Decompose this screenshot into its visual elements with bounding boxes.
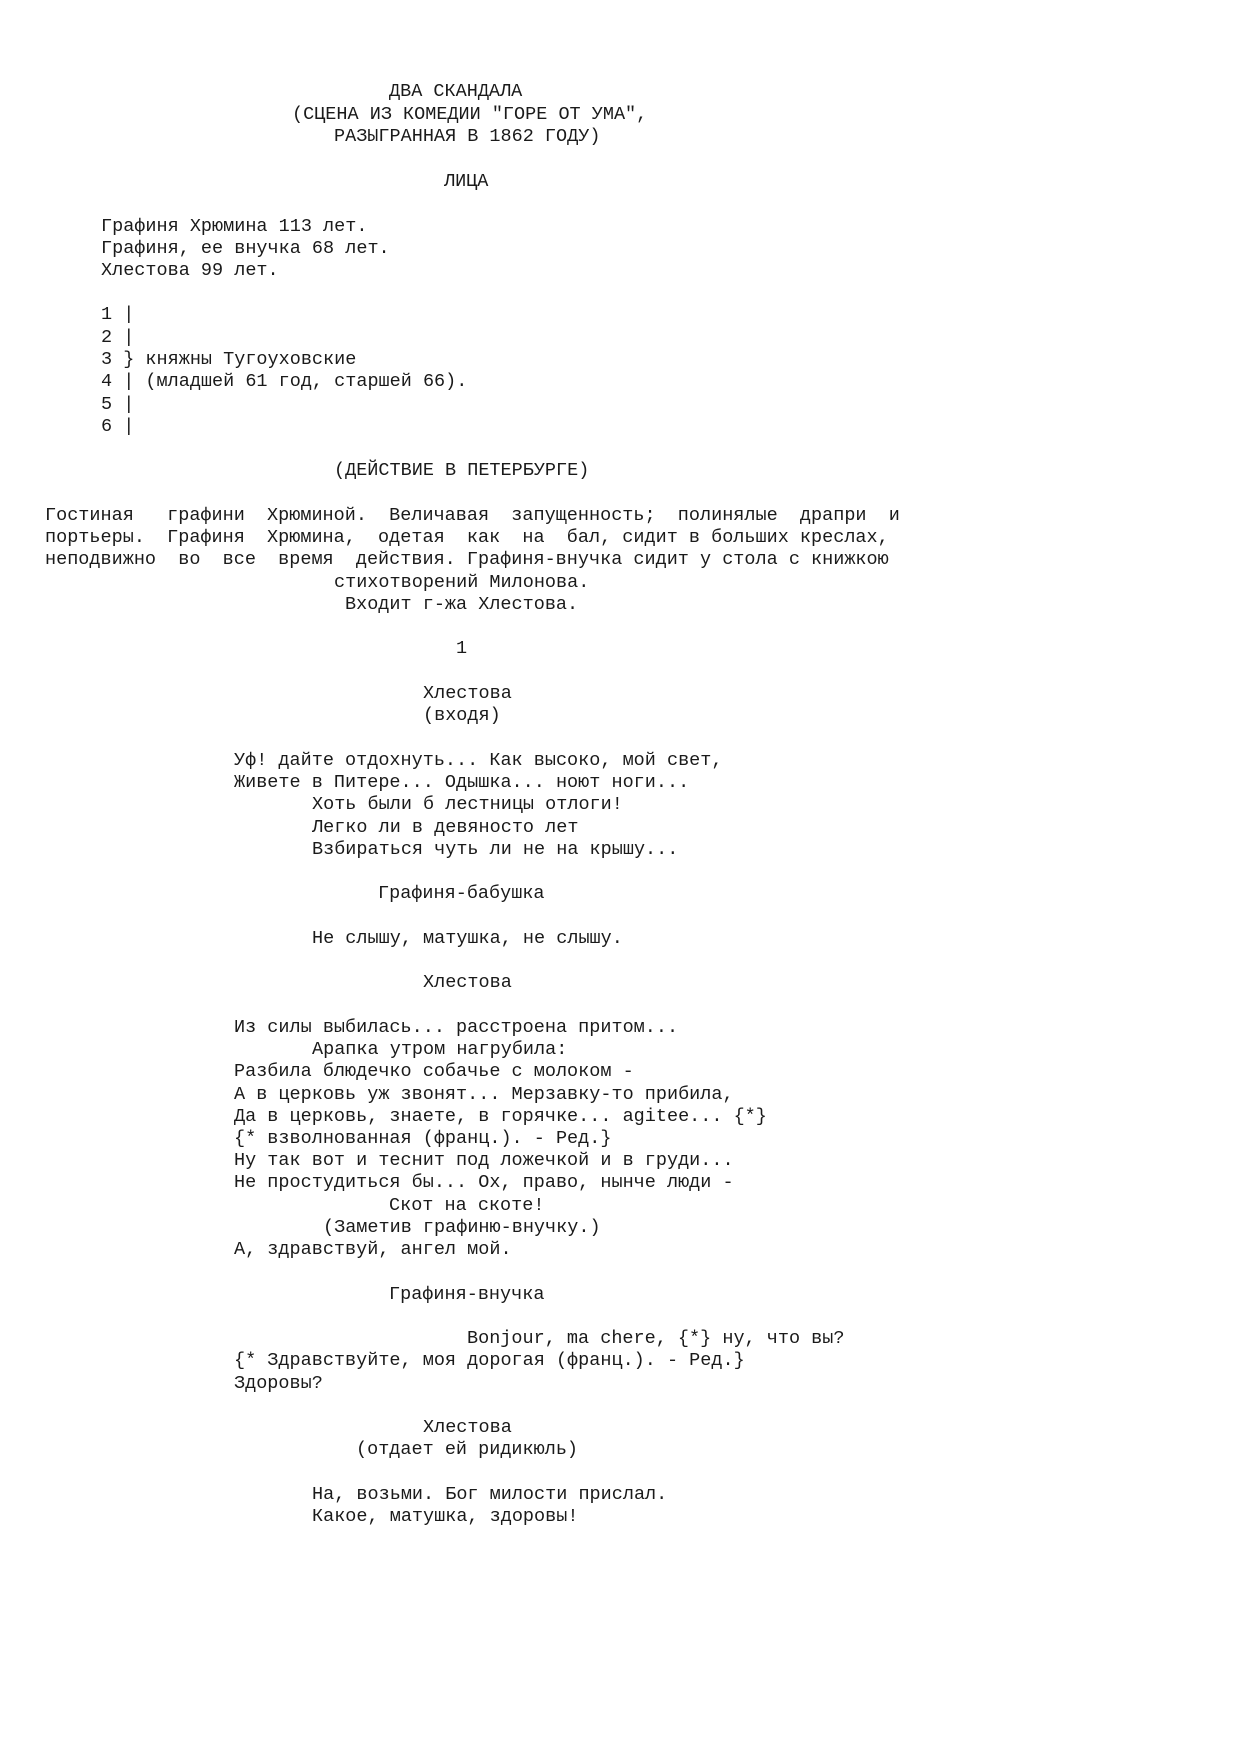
verse-line: Ну так вот и теснит под ложечкой и в груди... — [234, 1150, 734, 1171]
verse-line: На, возьми. Бог милости прислал. — [312, 1484, 668, 1505]
stage-direction-line: портьеры. Графиня Хрюмина, одетая как на бал, сидит в больших креслах, — [45, 527, 889, 548]
speaker-direction: (Заметив графиню-внучку.) — [323, 1217, 601, 1238]
title-line-1: ДВА СКАНДАЛА — [389, 81, 523, 102]
speaker-name: Хлестова — [423, 683, 512, 704]
cast-heading: ЛИЦА — [444, 171, 489, 192]
verse-line: Скот на скоте! — [389, 1195, 545, 1216]
stage-direction-line: Гостиная графини Хрюминой. Величавая запущенность; полинялые драпри и — [45, 505, 900, 526]
princess-line: 3 } княжны Тугоуховские — [101, 349, 357, 370]
speaker-name: Графиня-внучка — [389, 1284, 545, 1305]
verse-line: Из силы выбилась... расстроена притом... — [234, 1017, 679, 1038]
verse-line: Арапка утром нагрубила: — [312, 1039, 568, 1060]
cast-member: Графиня Хрюмина 113 лет. — [101, 216, 368, 237]
princess-line: 1 | — [101, 304, 135, 325]
cast-member: Графиня, ее внучка 68 лет. — [101, 238, 390, 259]
speaker-direction: (отдает ей ридикюль) — [356, 1439, 579, 1460]
scene-number: 1 — [456, 638, 468, 659]
princess-line: 6 | — [101, 416, 135, 437]
speaker-name: Хлестова — [423, 972, 512, 993]
verse-line: Взбираться чуть ли не на крышу... — [312, 839, 679, 860]
verse-line: Разбила блюдечко собачье с молоком - — [234, 1061, 634, 1082]
princess-line: 4 | (младшей 61 год, старшей 66). — [101, 371, 468, 392]
footnote-line: {* Здравствуйте, моя дорогая (франц.). - Ред.} — [234, 1350, 745, 1371]
cast-member: Хлестова 99 лет. — [101, 260, 279, 281]
title-line-2: (СЦЕНА ИЗ КОМЕДИИ "ГОРЕ ОТ УМА", — [292, 104, 648, 125]
princess-line: 5 | — [101, 394, 135, 415]
speaker-direction: (входя) — [423, 705, 501, 726]
verse-line: Bonjour, ma chere, {*} ну, что вы? — [467, 1328, 845, 1349]
stage-direction-line: неподвижно во все время действия. Графиня-внучка сидит у стола с книжкою — [45, 549, 889, 570]
stage-direction-line: стихотворений Милонова. — [334, 572, 590, 593]
verse-line: Да в церковь, знаете, в горячке... agitee... {*} — [234, 1106, 767, 1127]
footnote-line: {* взволнованная (франц.). - Ред.} — [234, 1128, 612, 1149]
title-line-3: РАЗЫГРАННАЯ В 1862 ГОДУ) — [334, 126, 601, 147]
verse-line: Какое, матушка, здоровы! — [312, 1506, 579, 1527]
verse-line: Живете в Питере... Одышка... ноют ноги... — [234, 772, 690, 793]
verse-line: Легко ли в девяносто лет — [312, 817, 579, 838]
princess-line: 2 | — [101, 327, 135, 348]
verse-line: Не простудиться бы... Ох, право, нынче люди - — [234, 1172, 734, 1193]
speaker-name: Графиня-бабушка — [378, 883, 545, 904]
verse-line: Не слышу, матушка, не слышу. — [312, 928, 623, 949]
verse-line: А, здравствуй, ангел мой. — [234, 1239, 512, 1260]
speaker-name: Хлестова — [423, 1417, 512, 1438]
verse-line: Здоровы? — [234, 1373, 323, 1394]
verse-line: А в церковь уж звонят... Мерзавку-то прибила, — [234, 1084, 734, 1105]
verse-line: Уф! дайте отдохнуть... Как высоко, мой свет, — [234, 750, 723, 771]
verse-line: Хоть были б лестницы отлоги! — [312, 794, 623, 815]
setting-line: (ДЕЙСТВИЕ В ПЕТЕРБУРГЕ) — [334, 460, 590, 481]
stage-direction-line: Входит г-жа Хлестова. — [345, 594, 579, 615]
